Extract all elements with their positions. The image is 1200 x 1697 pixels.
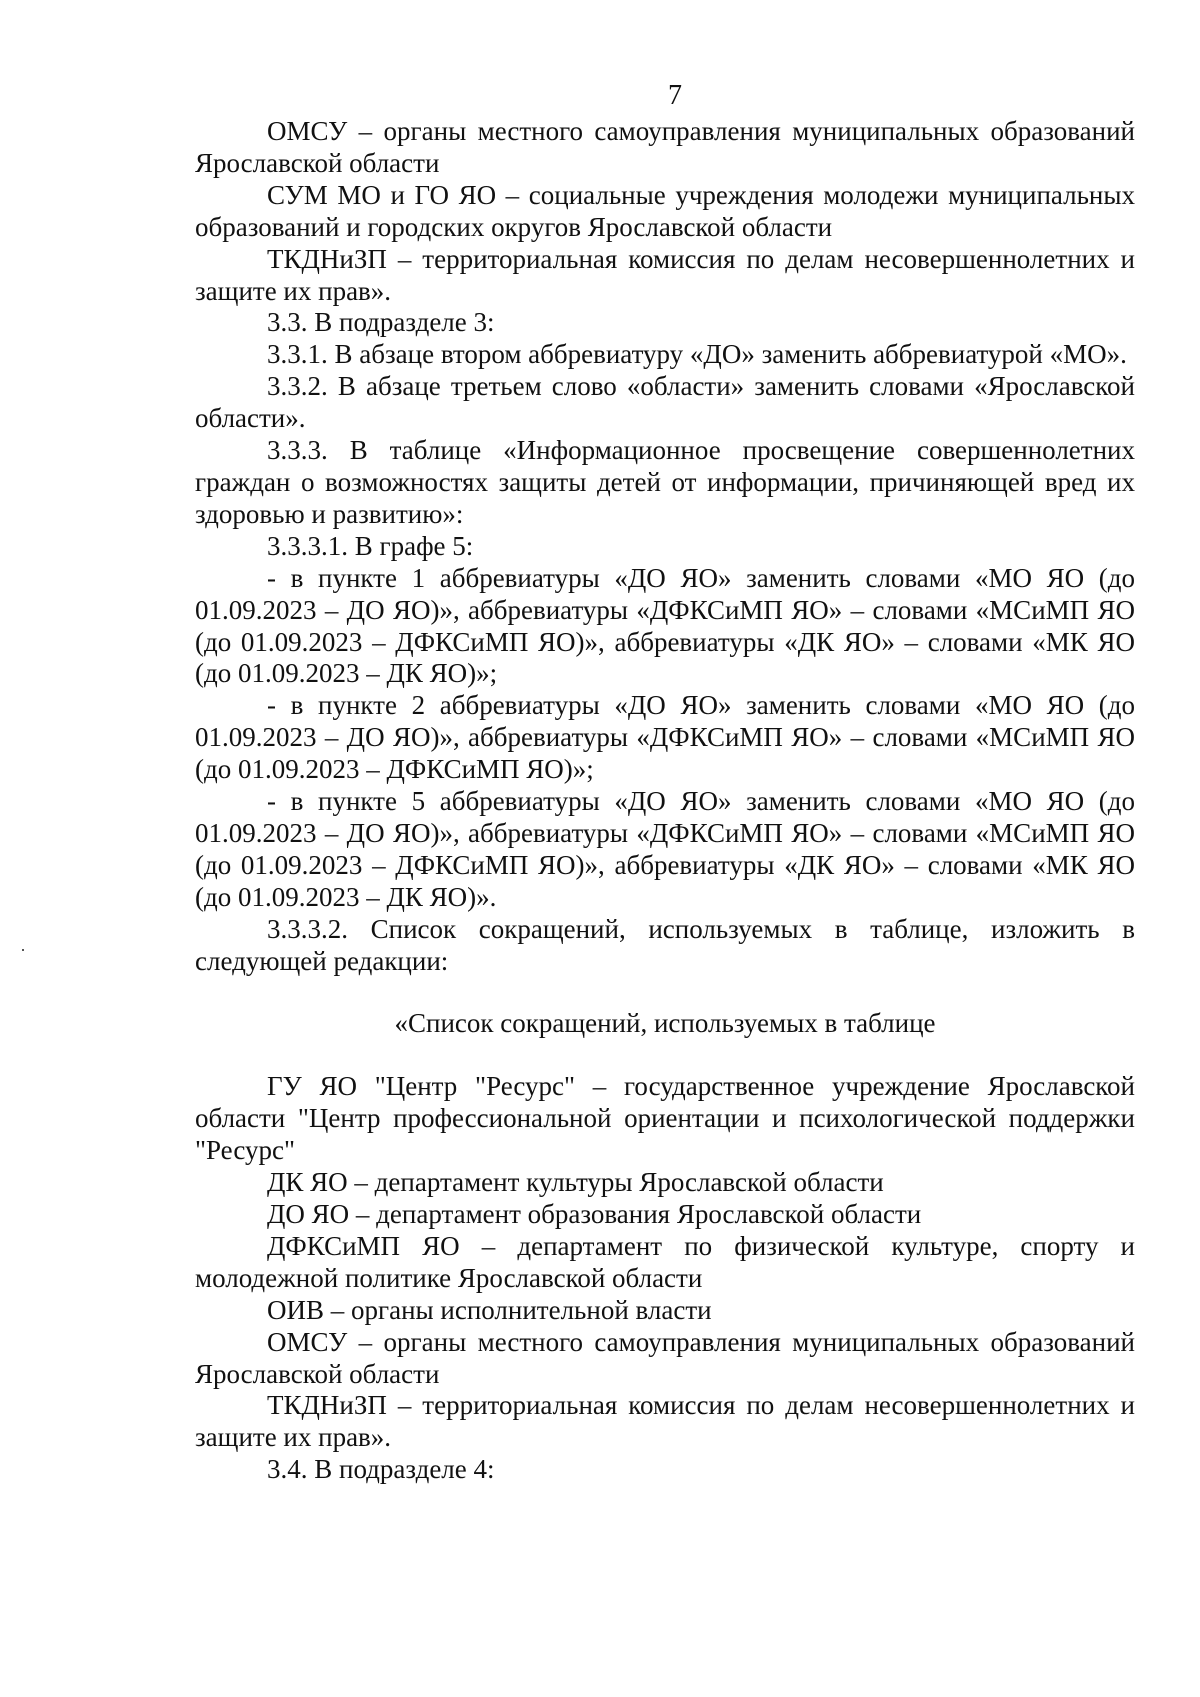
- abbreviation-dk-yao: ДК ЯО – департамент культуры Ярославской области: [267, 1167, 884, 1198]
- paragraph-3-4: 3.4. В подразделе 4:: [267, 1454, 495, 1485]
- paragraph-item-2: - в пункте 2 аббревиатуры «ДО ЯО» заменить словами «МО ЯО (до 01.09.2023 – ДО ЯО)», аббревиатуры «ДФКСиМП ЯО» – словами «МСиМП ЯО (до 01.09.2023 – ДФКСиМП ЯО)»;: [195, 690, 1135, 785]
- paragraph-sum-definition: СУМ МО и ГО ЯО – социальные учреждения молодежи муниципальных образований и городских округов Ярославской области: [195, 179, 1135, 242]
- abbreviation-tkdnizp: ТКДНиЗП – территориальная комиссия по делам несовершеннолетних и защите их прав».: [195, 1390, 1135, 1453]
- page-number: 7: [668, 80, 682, 111]
- abbreviation-omsu: ОМСУ – органы местного самоуправления муниципальных образований Ярославской области: [195, 1326, 1135, 1389]
- paragraph-3-3-3: 3.3.3. В таблице «Информационное просвещение совершеннолетних граждан о возможностях защиты детей от информации, причиняющей вред их здоровью и развитию»:: [195, 435, 1135, 529]
- paragraph-item-1: - в пункте 1 аббревиатуры «ДО ЯО» заменить словами «МО ЯО (до 01.09.2023 – ДО ЯО)», аббревиатуры «ДФКСиМП ЯО» – словами «МСиМП ЯО (до 01.09.2023 – ДФКСиМП ЯО)», аббревиатуры «ДК ЯО» – словами «МК ЯО (до 01.09.2023 – ДК ЯО)»;: [195, 562, 1135, 689]
- abbreviation-gu-yao-resurs: ГУ ЯО "Центр "Ресурс" – государственное учреждение Ярославской области "Центр профессиональной ориентации и психологической поддержки "Ресурс": [195, 1071, 1135, 1166]
- abbreviation-list-heading: «Список сокращений, используемых в таблице: [394, 1008, 936, 1039]
- scan-speck: [22, 949, 24, 951]
- paragraph-3-3: 3.3. В подразделе 3:: [267, 307, 495, 338]
- paragraph-3-3-2: 3.3.2. В абзаце третьем слово «области» заменить словами «Ярославской области».: [195, 371, 1135, 434]
- paragraph-3-3-1: 3.3.1. В абзаце втором аббревиатуру «ДО» заменить аббревиатурой «МО».: [267, 339, 1127, 370]
- paragraph-omsu-definition: ОМСУ – органы местного самоуправления муниципальных образований Ярославской области: [195, 116, 1135, 178]
- abbreviation-dfksimp-yao: ДФКСиМП ЯО – департамент по физической культуре, спорту и молодежной политике Ярославской области: [195, 1230, 1135, 1293]
- document-body: [195, 116, 1135, 1486]
- abbreviation-do-yao: ДО ЯО – департамент образования Ярославской области: [267, 1199, 922, 1229]
- paragraph-tkdnizp-definition: ТКДНиЗП – территориальная комиссия по делам несовершеннолетних и защите их прав».: [195, 243, 1135, 306]
- paragraph-3-3-3-2: 3.3.3.2. Список сокращений, используемых в таблице, изложить в следующей редакции:: [195, 913, 1135, 976]
- paragraph-item-5: - в пункте 5 аббревиатуры «ДО ЯО» заменить словами «МО ЯО (до 01.09.2023 – ДО ЯО)», аббревиатуры «ДФКСиМП ЯО» – словами «МСиМП ЯО (до 01.09.2023 – ДФКСиМП ЯО)», аббревиатуры «ДК ЯО» – словами «МК ЯО (до 01.09.2023 – ДК ЯО)».: [195, 786, 1135, 912]
- abbreviation-oiv: ОИВ – органы исполнительной власти: [267, 1294, 712, 1325]
- paragraph-3-3-3-1: 3.3.3.1. В графе 5:: [267, 530, 474, 561]
